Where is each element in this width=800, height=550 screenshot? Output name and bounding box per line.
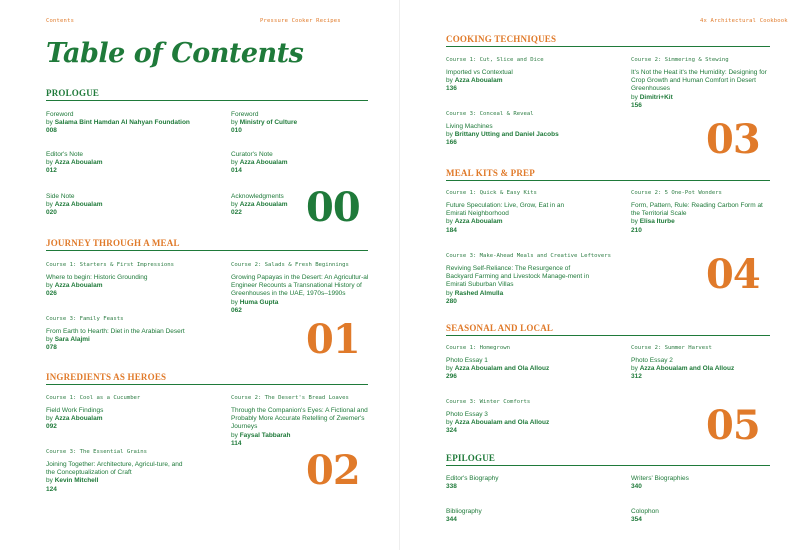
entry-title: Writers' Biographies — [631, 475, 689, 482]
section-number: 04 — [706, 251, 760, 298]
section-journey — [46, 238, 368, 251]
entry-page-number: 008 — [46, 127, 57, 135]
entry-byline: by Azza Aboualam — [231, 159, 288, 167]
entry-title: Side Note — [46, 193, 75, 200]
course-label: Course 2: Summer Harvest — [631, 345, 712, 351]
section-prologue — [46, 88, 368, 101]
entry-byline: by Salama Bint Hamdan Al Nahyan Foundation — [46, 119, 190, 127]
entry-byline: by Azza Aboualam — [46, 201, 103, 209]
entry-author: Huma Gupta — [239, 298, 279, 306]
entry-author: Elisa Iturbe — [639, 218, 675, 226]
entry-author: Azza Aboualam — [239, 159, 288, 167]
entry-page-number: 296 — [446, 373, 457, 381]
entry-title: Field Work Findings — [46, 407, 104, 414]
entry-author: Azza Aboualam — [54, 415, 103, 423]
entry-title: Colophon — [631, 508, 659, 515]
entry-title: Through the Companion's Eyes: A Fictional and Probably More Accurate Retelling of Zwemer's Journeys — [231, 407, 368, 431]
entry-page-number: 014 — [231, 167, 242, 175]
toc-entry[interactable] — [631, 190, 771, 235]
toc-entry[interactable] — [46, 395, 221, 432]
section-heading: JOURNEY THROUGH A MEAL — [46, 238, 368, 251]
entry-byline: by Brittany Utting and Daniel Jacobs — [446, 131, 559, 139]
entry-page-number: 092 — [46, 423, 57, 431]
toc-entry[interactable] — [46, 151, 221, 176]
section-heading: MEAL KITS & PREP — [446, 168, 770, 181]
entry-title: Bibliography — [446, 508, 482, 515]
entry-page-number: 344 — [446, 516, 457, 524]
entry-author: Dimitri+Kit — [639, 93, 673, 101]
entry-author: Azza Aboualam and Ola Allouz — [639, 365, 735, 373]
section-heading: COOKING TECHNIQUES — [446, 34, 770, 47]
course-label: Course 3: The Essential Grains — [46, 449, 148, 455]
section-heading: SEASONAL AND LOCAL — [446, 323, 770, 336]
toc-entry[interactable] — [446, 190, 586, 235]
entry-page-number: 010 — [231, 127, 242, 135]
entry-author: Azza Aboualam — [54, 282, 103, 290]
entry-title: Curator's Note — [231, 151, 273, 158]
entry-byline: by Azza Aboualam — [46, 415, 103, 423]
entry-author: Faysal Tabbarah — [239, 431, 291, 439]
section-epilogue — [446, 453, 770, 466]
course-label: Course 2: Simmering & Stewing — [631, 57, 729, 63]
entry-byline: by Azza Aboualam — [446, 218, 503, 226]
toc-entry[interactable] — [46, 262, 221, 299]
entry-byline: by Sara Alajmi — [46, 336, 90, 344]
entry-byline: by Azza Aboualam and Ola Allouz — [446, 365, 550, 373]
section-number: 03 — [706, 116, 760, 163]
toc-entry[interactable] — [446, 345, 621, 382]
toc-entry[interactable] — [446, 111, 621, 148]
entry-title: Future Speculation: Live, Grow, Eat in an Emirati Neighborhood — [446, 202, 565, 218]
course-label: Course 3: Winter Comforts — [446, 399, 531, 405]
section-heading: INGREDIENTS AS HEROES — [46, 372, 368, 385]
toc-entry[interactable] — [231, 262, 376, 315]
section-heading: EPILOGUE — [446, 453, 770, 466]
entry-author: Azza Aboualam — [54, 201, 103, 209]
course-label: Course 3: Family Feasts — [46, 316, 124, 322]
entry-title: Editor's Note — [46, 151, 84, 158]
entry-page-number: 114 — [231, 439, 242, 447]
section-seasonal — [446, 323, 770, 336]
entry-author: Azza Aboualam — [54, 159, 103, 167]
entry-byline: by Azza Aboualam — [46, 159, 103, 167]
entry-title: Living Machines — [446, 123, 493, 130]
course-label: Course 1: Homegrown — [446, 345, 510, 351]
toc-entry[interactable] — [631, 57, 771, 110]
entry-author: Ministry of Culture — [239, 119, 298, 127]
entry-title: Acknowledgments — [231, 193, 284, 200]
toc-entry[interactable] — [631, 475, 800, 492]
entry-page-number: 354 — [631, 516, 642, 524]
entry-page-number: 210 — [631, 226, 642, 234]
toc-entry[interactable] — [231, 193, 311, 218]
entry-page-number: 184 — [446, 226, 457, 234]
running-header-left: Contents — [46, 18, 75, 24]
entry-page-number: 156 — [631, 101, 642, 109]
entry-page-number: 020 — [46, 209, 57, 217]
entry-author: Sara Alajmi — [54, 336, 90, 344]
course-label: Course 2: Salads & Fresh Beginnings — [231, 262, 349, 268]
entry-byline: by Azza Aboualam — [231, 201, 288, 209]
entry-author: Azza Aboualam and Ola Allouz — [454, 419, 550, 427]
toc-entry[interactable] — [231, 111, 406, 136]
section-mealkits — [446, 168, 770, 181]
entry-title: Where to begin: Historic Grounding — [46, 274, 148, 281]
entry-byline: by Elisa Iturbe — [631, 218, 675, 226]
entry-page-number: 136 — [446, 85, 457, 93]
running-header-right: 4x Architectural Cookbook — [700, 18, 788, 24]
entry-byline: by Huma Gupta — [231, 298, 279, 306]
entry-page-number: 026 — [46, 290, 57, 298]
toc-entry[interactable] — [46, 316, 221, 353]
course-label: Course 1: Cut, Slice and Dice — [446, 57, 544, 63]
entry-page-number: 280 — [446, 297, 457, 305]
entry-page-number: 124 — [46, 485, 57, 493]
course-label: Course 1: Quick & Easy Kits — [446, 190, 537, 196]
toc-entry[interactable] — [231, 151, 406, 176]
entry-byline: by Azza Aboualam — [46, 282, 103, 290]
entry-author: Salama Bint Hamdan Al Nahyan Foundation — [54, 119, 190, 127]
section-number: 00 — [306, 184, 360, 231]
entry-byline: by Kevin Mitchell — [46, 477, 99, 485]
entry-author: Azza Aboualam — [454, 218, 503, 226]
course-label: Course 3: Make-Ahead Meals and Creative Leftovers — [446, 253, 612, 259]
entry-page-number: 062 — [231, 306, 242, 314]
entry-page-number: 078 — [46, 344, 57, 352]
course-label: Course 2: The Desert's Bread Loaves — [231, 395, 349, 401]
toc-entry[interactable] — [46, 111, 221, 136]
entry-page-number: 312 — [631, 373, 642, 381]
entry-title: Joining Together: Architecture, Agricul-ture, and the Conceptualization of Craft — [46, 461, 183, 477]
entry-author: Azza Aboualam — [239, 201, 288, 209]
entry-byline: by Azza Aboualam — [446, 77, 503, 85]
toc-entry[interactable] — [446, 475, 621, 492]
entry-title: Editor's Biography — [446, 475, 499, 482]
entry-title: Imported vs Contextual — [446, 69, 513, 76]
right-page — [400, 0, 800, 550]
entry-title: Photo Essay 2 — [631, 357, 673, 364]
course-label: Course 1: Cool as a Cucumber — [46, 395, 141, 401]
running-header-center: Pressure Cooker Recipes — [260, 18, 341, 24]
entry-page-number: 340 — [631, 483, 642, 491]
entry-byline: by Ministry of Culture — [231, 119, 298, 127]
entry-title: It's Not the Heat it's the Humidity: Designing for Crop Growth and Human Comfort in Desert Greenhouses — [631, 69, 767, 93]
entry-title: Reviving Self-Reliance: The Resurgence of Backyard Farming and Livestock Manage-ment in Emirati Suburban Villas — [446, 265, 590, 289]
entry-title: Form, Pattern, Rule: Reading Carbon Form at the Territorial Scale — [631, 202, 763, 218]
entry-page-number: 324 — [446, 427, 457, 435]
entry-author: Azza Aboualam — [454, 77, 503, 85]
entry-page-number: 022 — [231, 209, 242, 217]
entry-title: Photo Essay 3 — [446, 411, 488, 418]
toc-entry[interactable] — [46, 193, 221, 218]
course-label: Course 3: Conceal & Reveal — [446, 111, 534, 117]
page-title: Table of Contents — [46, 38, 304, 69]
toc-entry[interactable] — [231, 395, 376, 448]
toc-entry[interactable] — [446, 399, 621, 436]
entry-title: From Earth to Hearth: Diet in the Arabian Desert — [46, 328, 185, 335]
entry-page-number: 338 — [446, 483, 457, 491]
entry-title: Foreword — [46, 111, 74, 118]
entry-title: Growing Papayas in the Desert: An Agricultur-al Engineer Recounts a Transnational History of Greenhouses in the UAE, 1970s–1990s — [231, 274, 369, 298]
entry-author: Kevin Mitchell — [54, 477, 99, 485]
entry-author: Brittany Utting and Daniel Jacobs — [454, 131, 559, 139]
toc-entry[interactable] — [46, 449, 186, 494]
section-heading: PROLOGUE — [46, 88, 368, 101]
toc-entry[interactable] — [446, 57, 621, 94]
course-label: Course 1: Starters & First Impressions — [46, 262, 174, 268]
entry-byline: by Faysal Tabbarah — [231, 431, 291, 439]
entry-byline: by Azza Aboualam and Ola Allouz — [446, 419, 550, 427]
toc-entry[interactable] — [631, 345, 800, 382]
entry-title: Photo Essay 1 — [446, 357, 488, 364]
toc-entry[interactable] — [446, 508, 621, 525]
entry-page-number: 166 — [446, 139, 457, 147]
entry-byline: by Dimitri+Kit — [631, 93, 673, 101]
entry-byline: by Azza Aboualam and Ola Allouz — [631, 365, 735, 373]
entry-author: Azza Aboualam and Ola Allouz — [454, 365, 550, 373]
section-ingredients — [46, 372, 368, 385]
toc-entry[interactable] — [446, 253, 621, 306]
section-number: 01 — [306, 316, 360, 363]
entry-byline: by Rashed Almulla — [446, 289, 504, 297]
section-number: 05 — [706, 402, 760, 449]
section-techniques — [446, 34, 770, 47]
entry-page-number: 012 — [46, 167, 57, 175]
entry-author: Rashed Almulla — [454, 289, 504, 297]
section-number: 02 — [306, 447, 360, 494]
entry-title: Foreword — [231, 111, 259, 118]
toc-entry[interactable] — [631, 508, 800, 525]
course-label: Course 2: 5 One-Pot Wonders — [631, 190, 722, 196]
